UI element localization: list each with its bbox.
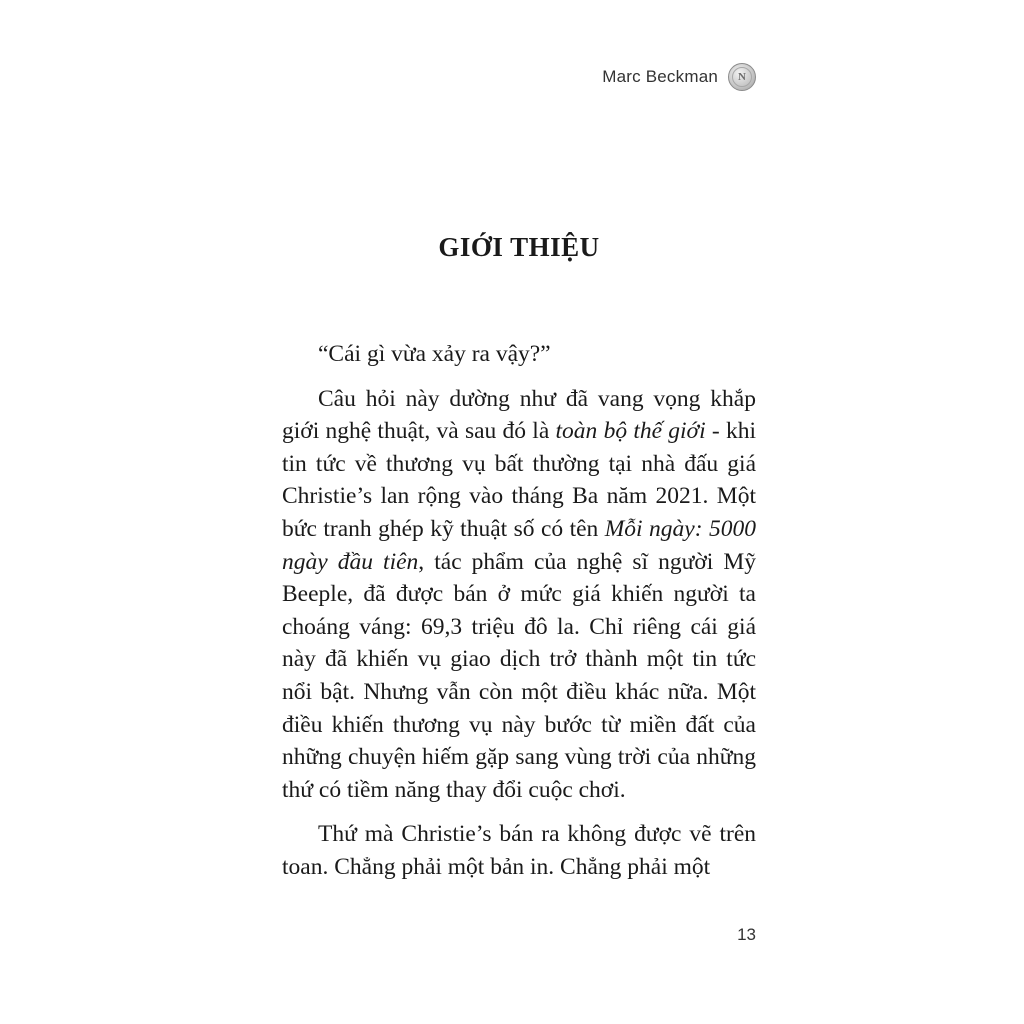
page-number: 13 bbox=[737, 925, 756, 944]
running-header bbox=[602, 62, 756, 92]
chapter-title: GIỚI THIỆU bbox=[438, 232, 600, 262]
paragraph-2-part-c: , tác phẩm của nghệ sĩ người Mỹ Beeple, đã được bán ở mức giá khiến người ta choáng váng: 69,3 triệu đô la. Chỉ riêng cái giá này đã khiến vụ giao dịch trở thành một tin tức nổi bật. Nhưng vẫn còn một điều khác nữa. Một điều khiến thương vụ này bước từ miền đất của những chuyện hiếm gặp sang vùng trời của những thứ có tiềm năng thay đổi cuộc chơi. bbox=[282, 548, 757, 803]
italic-artwork-title: Mỗi ngày: 5000 ngày đầu tiên bbox=[282, 515, 756, 575]
italic-phrase-whole-world: toàn bộ thế giới bbox=[555, 418, 706, 445]
body-text bbox=[282, 338, 756, 896]
author-name: Marc Beckman bbox=[602, 67, 718, 86]
publisher-logo-letter: N bbox=[732, 67, 752, 87]
paragraph-3: Thứ mà Christie’s bán ra không được vẽ trên toan. Chẳng phải một bản in. Chẳng phải một bbox=[282, 821, 756, 880]
paragraph-2-part-a: Câu hỏi này dường như đã vang vọng khắp giới nghệ thuật, và sau đó là bbox=[282, 385, 756, 445]
paragraph-2 bbox=[282, 383, 756, 807]
publisher-logo-icon bbox=[728, 63, 756, 91]
opening-quote: “Cái gì vừa xảy ra vậy?” bbox=[318, 341, 551, 367]
paragraph-2-part-b: - khi tin tức về thương vụ bất thường tại nhà đấu giá Christie’s lan rộng vào tháng Ba năm 2021. Một bức tranh ghép kỹ thuật số có tên bbox=[282, 418, 757, 542]
